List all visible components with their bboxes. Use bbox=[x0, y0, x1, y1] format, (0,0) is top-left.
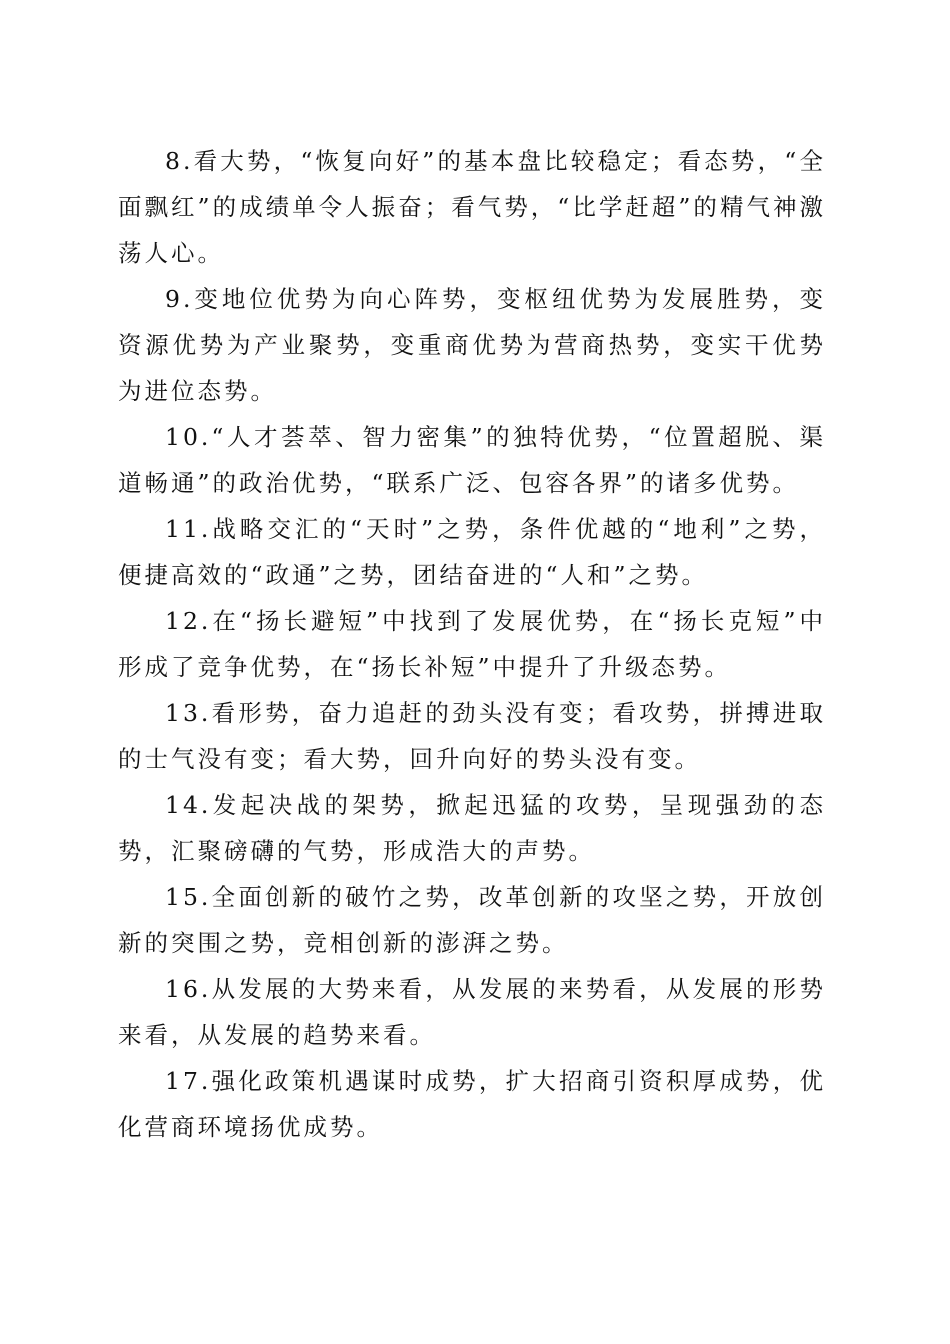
paragraph-12: 12.在“扬长避短”中找到了发展优势，在“扬长克短”中形成了竞争优势，在“扬长补短”中提升了升级态势。 bbox=[118, 607, 826, 681]
paragraph-10: 10.“人才荟萃、智力密集”的独特优势，“位置超脱、渠道畅通”的政治优势，“联系广泛、包容各界”的诸多优势。 bbox=[118, 423, 826, 497]
paragraph-11: 11.战略交汇的“天时”之势，条件优越的“地利”之势，便捷高效的“政通”之势，团结奋进的“人和”之势。 bbox=[118, 515, 826, 589]
document-body bbox=[118, 138, 826, 1150]
paragraph-13: 13.看形势，奋力追赶的劲头没有变；看攻势，拼搏进取的士气没有变；看大势，回升向好的势头没有变。 bbox=[118, 699, 826, 773]
paragraph-9: 9.变地位优势为向心阵势，变枢纽优势为发展胜势，变资源优势为产业聚势，变重商优势为营商热势，变实干优势为进位态势。 bbox=[118, 285, 826, 405]
paragraph-15: 15.全面创新的破竹之势，改革创新的攻坚之势，开放创新的突围之势，竞相创新的澎湃之势。 bbox=[118, 883, 826, 957]
paragraph-17: 17.强化政策机遇谋时成势，扩大招商引资积厚成势，优化营商环境扬优成势。 bbox=[118, 1067, 826, 1141]
paragraph-16: 16.从发展的大势来看，从发展的来势看，从发展的形势来看，从发展的趋势来看。 bbox=[118, 975, 826, 1049]
paragraph-14: 14.发起决战的架势，掀起迅猛的攻势，呈现强劲的态势，汇聚磅礴的气势，形成浩大的声势。 bbox=[118, 791, 826, 865]
paragraph-8: 8.看大势，“恢复向好”的基本盘比较稳定；看态势，“全面飘红”的成绩单令人振奋；看气势，“比学赶超”的精气神激荡人心。 bbox=[118, 147, 826, 267]
